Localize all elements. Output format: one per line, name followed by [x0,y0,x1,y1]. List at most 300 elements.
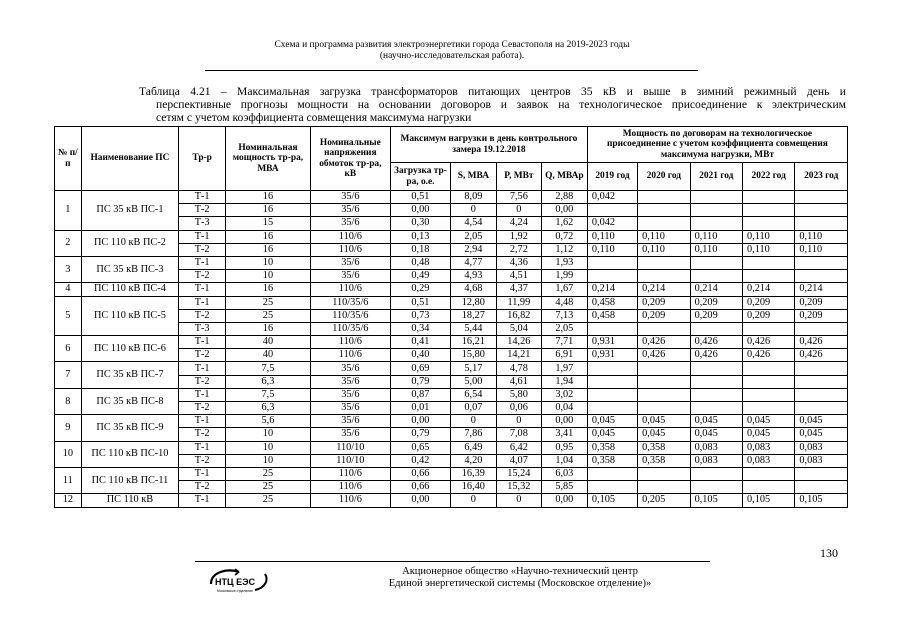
cell-2021: 0,110 [690,230,742,243]
cell-2019 [587,388,637,401]
cell-2023: 0,083 [795,441,848,454]
cell-substation-name: ПС 110 кВ ПС-4 [81,283,178,296]
cell-p: 0 [496,204,541,217]
cell-q: 3,41 [541,428,587,441]
table-caption [139,85,846,124]
cell-2019: 0,358 [587,441,637,454]
cell-load: 0,51 [390,191,450,204]
cell-2021 [690,402,742,415]
cell-2022: 0,110 [742,230,794,243]
cell-2023: 0,110 [795,230,848,243]
cell-rated-power: 10 [226,256,311,269]
cell-q: 7,13 [541,309,587,322]
cell-2019 [587,481,637,494]
cell-substation-name: ПС 35 кВ ПС-8 [81,388,178,414]
cell-q: 0,00 [541,204,587,217]
cell-2022 [742,375,794,388]
cell-s: 5,17 [450,362,496,375]
cell-2020 [638,467,690,480]
cell-p: 4,37 [496,283,541,296]
cell-num: 2 [55,230,82,256]
cell-transformer: Т-1 [179,336,226,349]
header-transformer: Тр-р [179,127,226,191]
cell-2022 [742,322,794,335]
cell-2023: 0,426 [795,336,848,349]
cell-rated-power: 40 [226,336,311,349]
cell-transformer: Т-1 [179,415,226,428]
cell-transformer: Т-3 [179,217,226,230]
header-load: Загрузка тр-ра, о.е. [390,163,450,191]
cell-2022 [742,481,794,494]
header-divider [205,70,698,71]
cell-2023: 0,045 [795,428,848,441]
cell-2022: 0,083 [742,454,794,467]
cell-p: 4,61 [496,375,541,388]
cell-num: 9 [55,415,82,441]
caption-line3: сетям с учетом коэффициента совмещения максимума нагрузки [156,111,472,124]
cell-num: 10 [55,441,82,467]
document-header-line2: (научно-исследовательская работа). [379,51,525,61]
header-max-load: Максимум нагрузки в день контрольного замера 19.12.2018 [390,127,587,163]
cell-rated-voltage: 35/6 [310,388,390,401]
cell-load: 0,18 [390,243,450,256]
cell-2023 [795,402,848,415]
cell-load: 0,51 [390,296,450,309]
cell-2020 [638,322,690,335]
cell-rated-voltage: 35/6 [310,415,390,428]
cell-q: 0,00 [541,415,587,428]
cell-2023: 0,045 [795,415,848,428]
cell-2021 [690,217,742,230]
cell-2020: 0,209 [638,296,690,309]
cell-2019: 0,458 [587,309,637,322]
header-s: S, МВА [450,163,496,191]
cell-s: 16,21 [450,336,496,349]
cell-2019 [587,204,637,217]
cell-num: 3 [55,256,82,282]
cell-p: 7,08 [496,428,541,441]
cell-rated-power: 7,5 [226,388,311,401]
header-contract-power: Мощность по договорам на технологическое присоединение с учетом коэффициента совмещения максимума нагрузки, МВт [587,127,847,163]
cell-q: 6,91 [541,349,587,362]
cell-2022 [742,362,794,375]
header-2021: 2021 год [690,163,742,191]
cell-p: 2,72 [496,243,541,256]
header-2023: 2023 год [795,163,848,191]
cell-q: 2,88 [541,191,587,204]
cell-2019: 0,045 [587,428,637,441]
cell-q: 1,12 [541,243,587,256]
table-row [55,494,848,507]
cell-s: 4,68 [450,283,496,296]
cell-s: 4,54 [450,217,496,230]
cell-s: 15,80 [450,349,496,362]
cell-p: 15,24 [496,467,541,480]
cell-2019 [587,322,637,335]
cell-2019: 0,931 [587,349,637,362]
cell-q: 0,04 [541,402,587,415]
cell-rated-voltage: 110/6 [310,230,390,243]
header-q: Q, МВАр [541,163,587,191]
cell-2021: 0,105 [690,494,742,507]
cell-p: 7,56 [496,191,541,204]
cell-rated-voltage: 35/6 [310,204,390,217]
cell-2019: 0,045 [587,415,637,428]
cell-q: 1,99 [541,270,587,283]
cell-rated-voltage: 110/6 [310,243,390,256]
cell-transformer: Т-3 [179,322,226,335]
cell-transformer: Т-1 [179,191,226,204]
cell-load: 0,34 [390,322,450,335]
cell-num: 5 [55,296,82,336]
cell-p: 6,42 [496,441,541,454]
cell-rated-power: 16 [226,322,311,335]
cell-p: 4,07 [496,454,541,467]
header-2020: 2020 год [638,163,690,191]
cell-rated-power: 16 [226,204,311,217]
cell-rated-power: 40 [226,349,311,362]
cell-2022: 0,426 [742,336,794,349]
cell-rated-voltage: 35/6 [310,256,390,269]
cell-p: 16,82 [496,309,541,322]
cell-2020: 0,110 [638,230,690,243]
caption-line2: перспективные прогнозы мощности на основании договоров и заявок на технологическое присоединение к электрическим [156,98,846,111]
cell-2020 [638,256,690,269]
cell-2022: 0,214 [742,283,794,296]
cell-2020: 0,426 [638,349,690,362]
cell-q: 5,85 [541,481,587,494]
cell-transformer: Т-2 [179,481,226,494]
cell-substation-name: ПС 110 кВ ПС-10 [81,441,178,467]
cell-s: 6,49 [450,441,496,454]
cell-load: 0,79 [390,375,450,388]
cell-2022: 0,209 [742,309,794,322]
cell-2019 [587,375,637,388]
cell-q: 0,00 [541,494,587,507]
cell-2022 [742,388,794,401]
cell-load: 0,65 [390,441,450,454]
cell-2021 [690,270,742,283]
table-row [55,362,848,375]
cell-rated-power: 10 [226,270,311,283]
header-name: Наименование ПС [81,127,178,191]
cell-2023 [795,375,848,388]
cell-load: 0,41 [390,336,450,349]
cell-p: 0 [496,494,541,507]
cell-2022 [742,402,794,415]
cell-load: 0,01 [390,402,450,415]
cell-transformer: Т-1 [179,494,226,507]
cell-s: 2,94 [450,243,496,256]
cell-q: 1,97 [541,362,587,375]
cell-p: 4,51 [496,270,541,283]
table-row [55,296,848,309]
cell-rated-voltage: 110/6 [310,336,390,349]
header-rated-voltage: Номинальные напряжения обмоток тр-ра, кВ [310,127,390,191]
cell-s: 0 [450,204,496,217]
cell-substation-name: ПС 35 кВ ПС-9 [81,415,178,441]
cell-transformer: Т-2 [179,204,226,217]
table-row [55,283,848,296]
cell-rated-voltage: 110/6 [310,494,390,507]
cell-2022: 0,426 [742,349,794,362]
cell-transformer: Т-1 [179,296,226,309]
cell-q: 2,05 [541,322,587,335]
cell-p: 14,26 [496,336,541,349]
cell-s: 5,00 [450,375,496,388]
cell-rated-voltage: 110/35/6 [310,322,390,335]
cell-2020 [638,362,690,375]
cell-2019 [587,362,637,375]
cell-transformer: Т-1 [179,362,226,375]
cell-load: 0,66 [390,467,450,480]
header-rated-power: Номинальная мощность тр-ра, МВА [226,127,311,191]
cell-2020: 0,358 [638,454,690,467]
table-row [55,336,848,349]
cell-transformer: Т-2 [179,402,226,415]
page-number: 130 [820,546,838,560]
cell-2023 [795,322,848,335]
cell-2021 [690,467,742,480]
cell-load: 0,40 [390,349,450,362]
header-2019: 2019 год [587,163,637,191]
cell-2023 [795,270,848,283]
cell-2022 [742,256,794,269]
cell-transformer: Т-1 [179,230,226,243]
cell-s: 4,20 [450,454,496,467]
cell-rated-power: 25 [226,481,311,494]
cell-q: 1,94 [541,375,587,388]
cell-load: 0,73 [390,309,450,322]
cell-2022 [742,217,794,230]
cell-num: 12 [55,494,82,507]
cell-substation-name: ПС 110 кВ ПС-5 [81,296,178,336]
cell-2022: 0,209 [742,296,794,309]
cell-2023: 0,083 [795,454,848,467]
cell-rated-power: 16 [226,283,311,296]
cell-s: 6,54 [450,388,496,401]
cell-rated-power: 16 [226,230,311,243]
cell-transformer: Т-2 [179,349,226,362]
transformer-load-table [54,126,848,508]
cell-s: 12,80 [450,296,496,309]
cell-q: 1,04 [541,454,587,467]
footer-line2: Единой энергетической системы (Московское отделение)» [388,578,652,589]
cell-num: 4 [55,283,82,296]
cell-2023 [795,256,848,269]
cell-2021 [690,256,742,269]
cell-2021 [690,362,742,375]
ntc-ees-logo-icon [205,566,273,596]
cell-rated-voltage: 110/6 [310,349,390,362]
cell-2020 [638,217,690,230]
cell-rated-power: 6,3 [226,375,311,388]
cell-rated-voltage: 35/6 [310,362,390,375]
cell-2020 [638,402,690,415]
cell-rated-voltage: 110/6 [310,481,390,494]
cell-2020: 0,045 [638,428,690,441]
cell-2021 [690,191,742,204]
cell-2020: 0,426 [638,336,690,349]
cell-2022 [742,467,794,480]
cell-rated-voltage: 35/6 [310,270,390,283]
cell-s: 16,39 [450,467,496,480]
cell-2020 [638,270,690,283]
table-row [55,191,848,204]
cell-s: 2,05 [450,230,496,243]
cell-substation-name: ПС 35 кВ ПС-7 [81,362,178,388]
cell-q: 1,93 [541,256,587,269]
header-num: № п/п [55,127,82,191]
table-row [55,256,848,269]
cell-rated-power: 7,5 [226,362,311,375]
cell-2019: 0,105 [587,494,637,507]
logo-text: НТЦ ЕЭС [215,577,255,587]
cell-2022: 0,105 [742,494,794,507]
cell-2021 [690,204,742,217]
cell-q: 4,48 [541,296,587,309]
cell-2019: 0,458 [587,296,637,309]
cell-q: 6,03 [541,467,587,480]
cell-2023: 0,426 [795,349,848,362]
cell-2023: 0,105 [795,494,848,507]
cell-q: 0,72 [541,230,587,243]
cell-p: 0,06 [496,402,541,415]
cell-load: 0,42 [390,454,450,467]
logo-subtext: Московское отделение [217,589,254,593]
cell-p: 14,21 [496,349,541,362]
cell-q: 1,67 [541,283,587,296]
cell-rated-voltage: 35/6 [310,191,390,204]
caption-line1: Таблица 4.21 – Максимальная загрузка трансформаторов питающих центров 35 кВ и выше в зимний режимный день и [139,85,846,98]
table-body [55,191,848,508]
cell-2023 [795,191,848,204]
cell-rated-power: 25 [226,467,311,480]
cell-2019: 0,042 [587,217,637,230]
footer-line1: Акционерное общество «Научно-технический центр [402,566,638,577]
cell-2023: 0,209 [795,309,848,322]
cell-transformer: Т-1 [179,283,226,296]
cell-q: 7,71 [541,336,587,349]
cell-2019 [587,467,637,480]
cell-2023: 0,110 [795,243,848,256]
cell-q: 0,95 [541,441,587,454]
cell-2021: 0,045 [690,428,742,441]
cell-load: 0,79 [390,428,450,441]
cell-load: 0,69 [390,362,450,375]
cell-p: 5,80 [496,388,541,401]
cell-2019 [587,402,637,415]
cell-2020 [638,481,690,494]
cell-rated-power: 16 [226,243,311,256]
cell-transformer: Т-1 [179,256,226,269]
cell-p: 4,36 [496,256,541,269]
cell-num: 6 [55,336,82,362]
cell-2022 [742,204,794,217]
cell-2023 [795,467,848,480]
cell-p: 0 [496,415,541,428]
cell-2023: 0,209 [795,296,848,309]
cell-2019: 0,110 [587,243,637,256]
cell-2022: 0,083 [742,441,794,454]
cell-rated-voltage: 110/35/6 [310,309,390,322]
cell-p: 15,32 [496,481,541,494]
cell-2020: 0,110 [638,243,690,256]
cell-transformer: Т-2 [179,243,226,256]
cell-2023 [795,481,848,494]
table-row [55,388,848,401]
cell-rated-power: 25 [226,309,311,322]
cell-load: 0,00 [390,494,450,507]
cell-2021: 0,083 [690,454,742,467]
table-row [55,415,848,428]
cell-2021 [690,322,742,335]
cell-2023 [795,217,848,230]
cell-s: 18,27 [450,309,496,322]
cell-rated-voltage: 35/6 [310,402,390,415]
cell-load: 0,13 [390,230,450,243]
cell-2020 [638,388,690,401]
cell-2022 [742,191,794,204]
cell-load: 0,49 [390,270,450,283]
cell-substation-name: ПС 110 кВ ПС-2 [81,230,178,256]
cell-p: 11,99 [496,296,541,309]
footer-divider [195,561,710,562]
cell-q: 1,62 [541,217,587,230]
cell-p: 4,78 [496,362,541,375]
cell-2019: 0,931 [587,336,637,349]
cell-2020: 0,358 [638,441,690,454]
cell-transformer: Т-2 [179,428,226,441]
cell-2022: 0,045 [742,415,794,428]
cell-2022 [742,270,794,283]
cell-2022: 0,110 [742,243,794,256]
cell-2021 [690,388,742,401]
cell-rated-power: 25 [226,494,311,507]
cell-load: 0,00 [390,415,450,428]
cell-2020: 0,209 [638,309,690,322]
cell-rated-power: 6,3 [226,402,311,415]
cell-2021: 0,045 [690,415,742,428]
cell-load: 0,00 [390,204,450,217]
cell-substation-name: ПС 110 кВ ПС-6 [81,336,178,362]
cell-rated-power: 5,6 [226,415,311,428]
cell-p: 1,92 [496,230,541,243]
cell-s: 7,86 [450,428,496,441]
cell-2022: 0,045 [742,428,794,441]
cell-2021 [690,375,742,388]
table-row [55,230,848,243]
cell-2019 [587,270,637,283]
cell-2021: 0,209 [690,309,742,322]
cell-q: 3,02 [541,388,587,401]
cell-rated-voltage: 110/10 [310,441,390,454]
cell-num: 1 [55,191,82,231]
cell-2020: 0,045 [638,415,690,428]
cell-rated-voltage: 35/6 [310,428,390,441]
cell-rated-voltage: 110/6 [310,467,390,480]
cell-2021: 0,426 [690,349,742,362]
cell-transformer: Т-2 [179,375,226,388]
cell-rated-voltage: 35/6 [310,375,390,388]
cell-load: 0,30 [390,217,450,230]
cell-rated-voltage: 110/10 [310,454,390,467]
cell-2021: 0,110 [690,243,742,256]
cell-rated-power: 15 [226,217,311,230]
cell-load: 0,87 [390,388,450,401]
cell-s: 0 [450,415,496,428]
cell-num: 7 [55,362,82,388]
